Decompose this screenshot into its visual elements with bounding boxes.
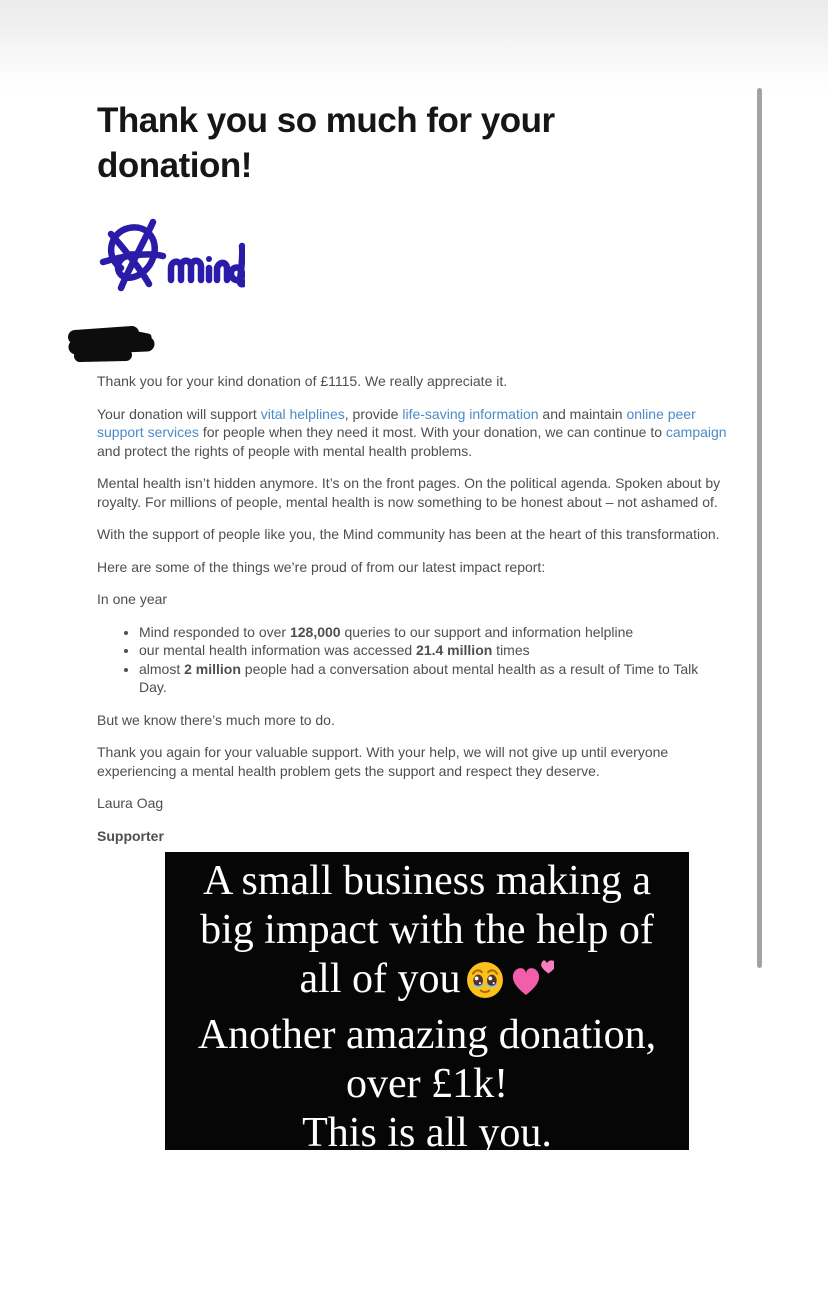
paragraph-donation: Thank you for your kind donation of £1115. We really appreciate it. [97, 373, 508, 389]
text-segment: queries to our support and information helpline [340, 623, 634, 640]
list-item [139, 623, 729, 642]
text-segment: and protect the rights of people with mental health problems. [97, 442, 473, 459]
signature-role: Supporter [97, 827, 164, 844]
text-segment: our mental health information was accessed [139, 642, 417, 658]
overlay-line: big impact with the help of [200, 907, 654, 953]
text-segment: Mind responded to over [139, 623, 290, 640]
paragraph-more-to-do: But we know there’s much more to do. [97, 711, 335, 728]
link-life-saving-information[interactable]: life-saving information [402, 405, 539, 422]
overlay-line: A small business making a [203, 858, 651, 904]
i-dot [206, 256, 212, 262]
overlay-line: Another amazing donation, [197, 1012, 657, 1058]
link-vital-helplines[interactable]: vital helplines [260, 405, 345, 422]
text-segment: Your donation will support [97, 405, 261, 422]
face-holding-back-tears-emoji [466, 961, 504, 1011]
text-segment: almost [139, 660, 185, 677]
paragraph-community: With the support of people like you, the Mind community has been at the heart of this transformation. [97, 526, 720, 542]
two-hearts-emoji [510, 959, 554, 1011]
mind-logo [97, 214, 729, 300]
overlay-line [165, 955, 689, 1011]
paragraph-in-one-year: In one year [97, 591, 168, 607]
text-segment: times [492, 642, 530, 658]
link-campaign[interactable]: campaign [665, 424, 727, 440]
text-segment: and maintain [538, 405, 627, 422]
email-body [97, 0, 729, 859]
link-online-peer-support-services[interactable]: online peer support services [97, 405, 696, 440]
paragraph-support [97, 405, 729, 461]
vertical-scrollbar[interactable] [757, 88, 762, 968]
email-title: Thank you so much for your donation! [97, 101, 555, 185]
overlay-line: This is all you. [302, 1110, 552, 1156]
paragraph-impact-report: Here are some of the things we’re proud of from our latest impact report: [97, 558, 546, 575]
mind-logo-icon [97, 214, 245, 298]
bold-stat: 21.4 million [416, 642, 493, 658]
text-segment: for people when they need it most. With your donation, we can continue to [198, 424, 666, 440]
text-segment: people had a conversation about mental health as a result of Time to Talk Day. [139, 660, 699, 695]
paragraph-hidden-anymore: Mental health isn’t hidden anymore. It’s on the front pages. On the political agenda. Spoken about by royalty. For millions of people, mental health is now something to be honest about – not ashamed of. [97, 475, 721, 510]
impact-bullet-list [97, 623, 729, 697]
bold-stat: 128,000 [289, 623, 341, 640]
redacted-recipient-name [68, 326, 729, 364]
overlay-line: over £1k! [345, 1061, 509, 1107]
story-text-overlay [165, 852, 689, 1156]
paragraph-thanks-again: Thank you again for your valuable support. With your help, we will not give up until everyone experiencing a mental health problem gets the support and respect they deserve. [97, 744, 669, 779]
redaction-scribble-icon [68, 326, 156, 364]
signature-name: Laura Oag [97, 795, 164, 811]
overlay-line-text: all of you [299, 956, 461, 1002]
list-item [139, 660, 729, 697]
bold-stat: 2 million [184, 660, 241, 677]
text-segment: , provide [344, 405, 403, 422]
list-item [139, 641, 729, 660]
